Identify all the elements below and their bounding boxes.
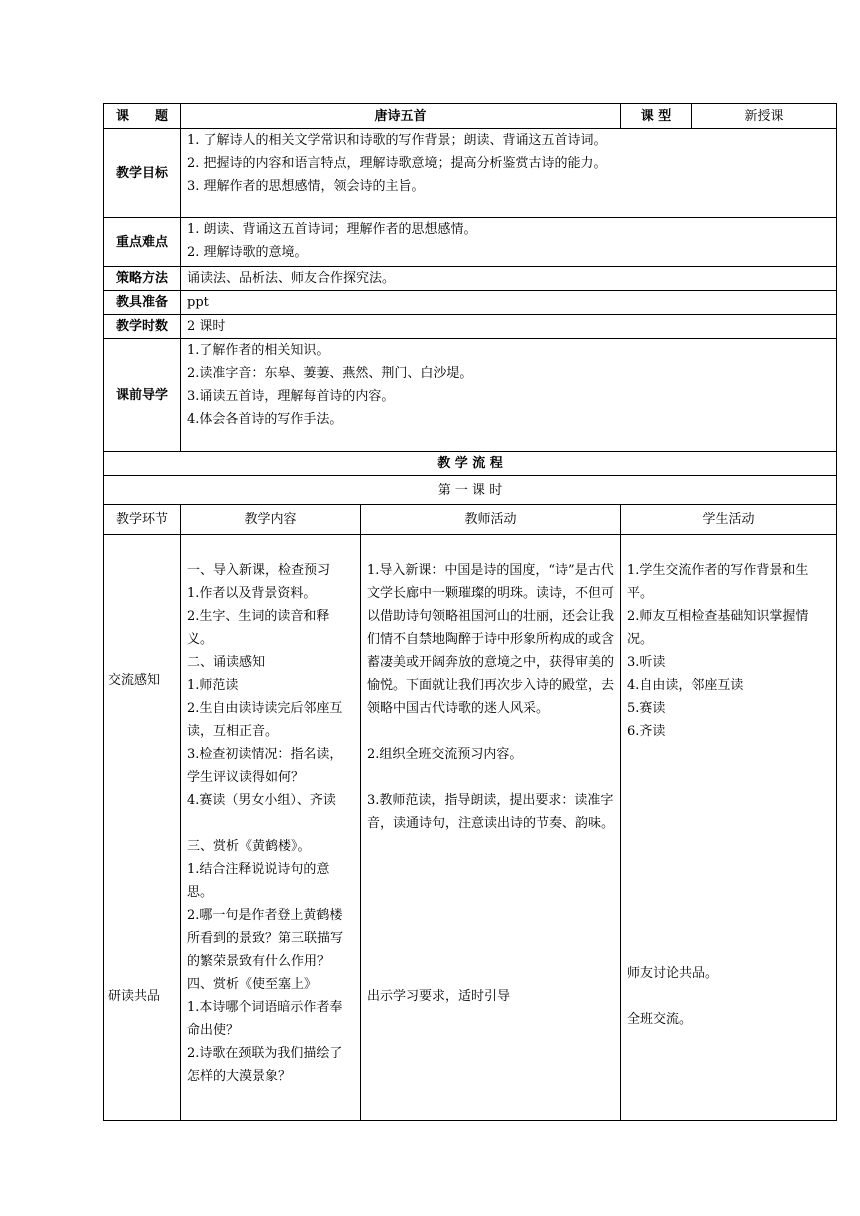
student-line: 3.听读 [627, 655, 666, 670]
type-label: 课 型 [621, 104, 692, 129]
segment-label-2: 研读共品 [108, 989, 161, 1004]
topic-value: 唐诗五首 [181, 104, 621, 129]
content-line: 四、赏析《使至塞上》 [187, 977, 318, 992]
objectives-row [104, 129, 837, 218]
content-line: 二、诵读感知 [187, 655, 266, 670]
content-line: 4.赛读（男女小组）、齐读 [187, 793, 336, 808]
objective-item: 1. 了解诗人的相关文学常识和诗歌的写作背景；朗读、背诵这五首诗词。 [187, 133, 607, 148]
student-line: 2.师友互相检查基础知识掌握情况。 [627, 609, 809, 647]
strategy-value: 诵读法、品析法、师友合作探究法。 [181, 267, 837, 291]
tools-label: 教具准备 [104, 291, 181, 315]
preview-item: 1.了解作者的相关知识。 [187, 343, 330, 358]
objective-item: 2. 把握诗的内容和语言特点，理解诗歌意境；提高分析鉴赏古诗的能力。 [187, 156, 607, 171]
teacher-spacer [367, 766, 614, 789]
hours-row [104, 315, 837, 339]
key-point-item: 1. 朗读、背诵这五首诗词；理解作者的思想感情。 [187, 222, 477, 237]
key-point-item: 2. 理解诗歌的意境。 [187, 245, 308, 260]
segment-label-1: 交流感知 [108, 673, 161, 688]
student-line: 4.自由读，邻座互读 [627, 678, 744, 693]
student-line: 6.齐读 [627, 724, 666, 739]
preview-content [181, 339, 837, 452]
column-header: 学生活动 [621, 505, 837, 535]
student-s2-spacer [627, 985, 718, 1008]
content-line: 2.生字、生词的读音和释义。 [187, 609, 330, 647]
key-points-row [104, 218, 837, 267]
lesson-plan-table [103, 103, 837, 1121]
content-line: 3.检查初读情况：指名读，学生评议读得如何？ [187, 747, 343, 785]
strategy-label: 策略方法 [104, 267, 181, 291]
teacher-cell [361, 535, 621, 1121]
preview-item: 3.诵读五首诗，理解每首诗的内容。 [187, 389, 395, 404]
teacher-spacer [367, 720, 614, 743]
flow-title: 教 学 流 程 [104, 452, 837, 476]
student-line: 5.赛读 [627, 701, 666, 716]
flow-content-row [104, 535, 837, 1121]
key-points-label: 重点难点 [104, 218, 181, 267]
preview-label: 课前导学 [104, 339, 181, 452]
content-line: 1.结合注释说说诗句的意思。 [187, 862, 330, 900]
hours-value: 2 课时 [181, 315, 837, 339]
student-cell [621, 535, 837, 1121]
type-value: 新授课 [692, 104, 837, 129]
objectives-label: 教学目标 [104, 129, 181, 218]
tools-value: ppt [181, 291, 837, 315]
content-line: 1.本诗哪个词语暗示作者奉命出使？ [187, 1000, 343, 1038]
hours-label: 教学时数 [104, 315, 181, 339]
column-header: 教学内容 [181, 505, 361, 535]
topic-row [104, 104, 837, 129]
column-header: 教师活动 [361, 505, 621, 535]
objectives-content [181, 129, 837, 218]
student-s2-block [627, 962, 718, 1031]
preview-row [104, 339, 837, 452]
flow-header-row [104, 505, 837, 535]
tools-row [104, 291, 837, 315]
objective-item: 3. 理解作者的思想感情，领会诗的主旨。 [187, 179, 425, 194]
teacher-line-s2: 出示学习要求，适时引导 [367, 989, 511, 1004]
flow-title-row [104, 452, 837, 476]
teacher-line: 2.组织全班交流预习内容。 [367, 747, 523, 762]
column-header: 教学环节 [104, 505, 181, 535]
teacher-line: 3.教师范读，指导朗读，提出要求：读准字音，读通诗句，注意读出诗的节奏、韵味。 [367, 793, 615, 831]
student-s2-line: 师友讨论共品。 [627, 966, 719, 981]
content-line: 2.诗歌在颈联为我们描绘了怎样的大漠景象？ [187, 1046, 343, 1084]
preview-item: 4.体会各首诗的写作手法。 [187, 412, 343, 427]
period-row [104, 476, 837, 505]
student-s2-line: 全班交流。 [627, 1012, 693, 1027]
content-line: 1.师范读 [187, 678, 239, 693]
content-line: 三、赏析《黄鹤楼》。 [187, 839, 311, 854]
key-points-content [181, 218, 837, 267]
period-title: 第 一 课 时 [104, 476, 837, 505]
content-line: 一、导入新课，检查预习 [187, 563, 331, 578]
segment-cell [104, 535, 181, 1121]
content-spacer [187, 812, 354, 835]
content-cell [181, 535, 361, 1121]
content-line: 2.生自由读诗读完后邻座互读，互相正音。 [187, 701, 343, 739]
topic-label: 课 题 [104, 104, 181, 129]
strategy-row [104, 267, 837, 291]
student-line: 1.学生交流作者的写作背景和生平。 [627, 563, 809, 601]
teacher-line: 1.导入新课：中国是诗的国度，“诗”是古代文学长廊中一颗璀璨的明珠。读诗，不但可以借助诗句领略祖国河山的壮丽，还会让我们情不自禁地陶醉于诗中形象所构成的或含蓄凄美或开阔奔放的意境之中，获得审美的愉悦。下面就让我们再次步入诗的殿堂，去领略中国古代诗歌的迷人风采。 [367, 563, 615, 716]
content-line: 2.哪一句是作者登上黄鹤楼所看到的景致？第三联描写的繁荣景致有什么作用？ [187, 908, 344, 969]
content-line: 1.作者以及背景资料。 [187, 586, 317, 601]
preview-item: 2.读准字音：东皋、萋萋、燕然、荆门、白沙堤。 [187, 366, 473, 381]
